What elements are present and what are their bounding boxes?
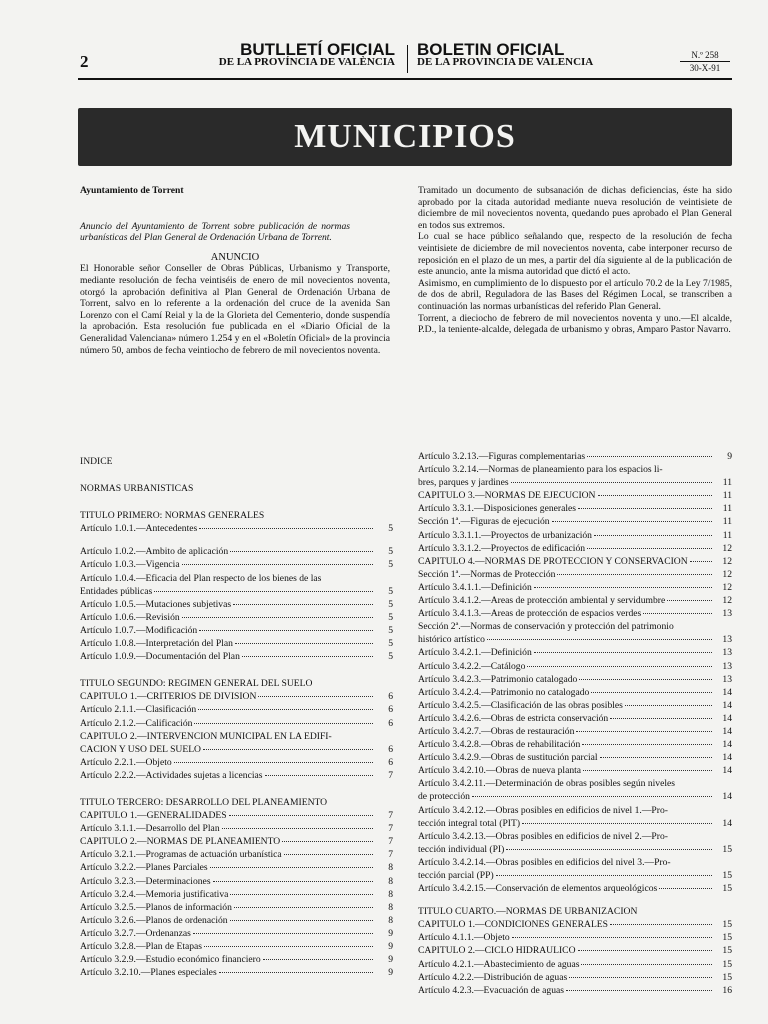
index-entry-label: Artículo 3.2.1.—Programas de actuación urbanística [80, 849, 282, 861]
index-entry-leader [265, 775, 374, 776]
index-entry-label: Artículo 3.4.2.4.—Patrimonio no catalogado [418, 686, 590, 698]
notice-summary: Anuncio del Ayuntamiento de Torrent sobre publicación de normas urbanísticas del Plan General de Ordenación Urbana de Torrent. [80, 220, 350, 244]
index-entry-page: 6 [388, 691, 393, 703]
index-entry-page: 9 [388, 941, 393, 952]
section-banner [78, 108, 732, 166]
index-entry-page: 8 [388, 901, 393, 913]
index-entry-label: Artículo 3.4.2.10.—Obras de nueva planta [418, 765, 582, 777]
index-entry [80, 848, 393, 861]
index-entry [418, 856, 732, 882]
index-entry-page: 11 [722, 477, 732, 489]
index-entry [418, 686, 732, 699]
index-entry [418, 777, 732, 803]
index-entry-page: 14 [722, 712, 732, 724]
index-entry-leader [258, 696, 373, 697]
index-entry [80, 940, 393, 953]
index-entry-label: Artículo 3.2.9.—Estudio económico financiero [80, 954, 261, 966]
index-entry-page: 5 [388, 598, 393, 610]
page-number: 2 [80, 52, 89, 71]
index-entry-page: 15 [722, 843, 732, 855]
index-entry-label: CAPITULO 2.—NORMAS DE PLANEAMIENTO [80, 836, 281, 848]
index-entry-label: Artículo 3.4.1.2.—Areas de protección ambiental y servidumbre [418, 595, 666, 607]
index-entry-leader [566, 990, 712, 991]
index-entry [418, 489, 732, 502]
index-entry [418, 738, 732, 751]
index-entry-page: 8 [388, 914, 393, 926]
index-entry [418, 581, 732, 594]
index-entry-page: 7 [388, 836, 393, 848]
index-entry-leader [552, 521, 712, 522]
index-entry [418, 751, 732, 764]
index-entry [418, 529, 732, 542]
index-entry-page: 7 [388, 849, 393, 861]
index-entry-label: Artículo 3.4.2.12.—Obras posibles en edificios de nivel 1.—Pro- [418, 804, 668, 816]
index-entry-leader [587, 456, 712, 457]
index-entry-page: 5 [388, 638, 393, 650]
index-entry-label: Artículo 1.0.4.—Eficacia del Plan respecto de los bienes de las [80, 572, 322, 584]
index-entry-leader [578, 508, 712, 509]
index-entry-page: 15 [722, 958, 732, 970]
notice-title: ANUNCIO [210, 251, 260, 263]
index-entry-label: Artículo 3.3.1.—Disposiciones generales [418, 503, 576, 515]
index-entry [80, 927, 393, 940]
index-entry-page: 15 [722, 932, 732, 944]
index-entry-label: Artículo 1.0.5.—Mutaciones subjetivas [80, 598, 232, 610]
index-entry [80, 966, 393, 979]
index-entry [80, 914, 393, 927]
index-entry [80, 756, 393, 769]
issue-box [680, 49, 730, 74]
index-entry [80, 888, 393, 901]
index-entry-page: 5 [388, 523, 393, 535]
index-entry [418, 502, 732, 515]
index-entry-label: Sección 2ª.—Normas de conservación y protección del patrimonio [418, 621, 674, 633]
index-entry-page: 6 [388, 717, 393, 729]
index-entry-leader [193, 933, 373, 934]
index-entry-label: CAPITULO 4.—NORMAS DE PROTECCION Y CONSERVACION [418, 555, 688, 567]
index-entry [80, 822, 393, 835]
header-rule [78, 78, 732, 80]
index-entry [80, 545, 393, 558]
index-entry [418, 555, 732, 568]
index-entry-label: Artículo 3.4.1.1.—Definición [418, 581, 532, 593]
index-entry [418, 764, 732, 777]
index-entry-label: Artículo 1.0.9.—Documentación del Plan [80, 651, 240, 663]
index-entry-page: 12 [722, 542, 732, 554]
notice-body: El Honorable señor Conseller de Obras Públicas, Urbanismo y Transporte, mediante resolución de fecha veintiséis de enero de mil novecientos noventa, otorgó la aprobación definitiva al Plan General de Ordenación Urbana de Torrent, salvo en lo referente a la ordenación del cruce de la avenida San Lorenzo con el Camí Reial y la de la Glorieta del Cementerio, donde suspendía la aprobación. Esta resolución fue publicada en el «Diario Oficial de la Generalidad Valenciana» número 1.254 y en el «Boletín Oficial» de la provincia número 50, ambos de fecha veintiocho de febrero de mil novecientos noventa. [80, 263, 390, 356]
index-entry-leader [204, 946, 373, 947]
index-entry-page: 8 [388, 888, 393, 900]
index-entry [418, 463, 732, 489]
index-entry-label: Artículo 3.4.2.7.—Obras de restauración [418, 725, 575, 737]
index-entry [418, 594, 732, 607]
index-entry [418, 607, 732, 620]
index-entry [418, 515, 732, 528]
index-entry-leader [578, 950, 713, 951]
index-entry-page: 12 [722, 568, 732, 580]
index-entry-page: 7 [388, 769, 393, 781]
entity-name: Ayuntamiento de Torrent [80, 185, 184, 196]
index-entry-page: 11 [722, 516, 732, 528]
index-entry-page: 12 [722, 595, 732, 607]
index-entry-label: Artículo 3.4.2.1.—Definición [418, 647, 532, 659]
index-entry-page: 9 [388, 967, 393, 979]
index-entry-page: 11 [722, 490, 732, 502]
index-entry-leader [242, 656, 373, 657]
index-entry-leader [594, 535, 712, 536]
index-entry [80, 690, 393, 703]
notice-paragraph-3: Asimismo, en cumplimiento de lo dispuesto por el artículo 70.2 de la Ley 7/1985, de dos de abril, Reguladora de las Bases del Régimen Local, se transcriben a continuación las normas urbanísticas del referido Plan General. [418, 277, 732, 312]
masthead-valencian [195, 40, 395, 69]
index-entry-page: 5 [388, 624, 393, 636]
index-entry-label: Artículo 3.4.2.8.—Obras de rehabilitación [418, 739, 581, 751]
index-entry-label: Artículo 4.2.2.—Distribución de aguas [418, 971, 568, 983]
index-entry-leader [534, 652, 712, 653]
index-entry-label: Artículo 3.2.2.—Planes Parciales [80, 862, 208, 874]
index-entry-page: 6 [388, 743, 393, 755]
index-entry-label: tección parcial (PP) [418, 870, 494, 881]
index-entry-label: Artículo 3.4.2.14.—Obras posibles en edificios del nivel 3.—Pro- [418, 856, 671, 868]
index-entry-leader [610, 924, 712, 925]
index-entry-label: tección individual (PI) [418, 843, 505, 855]
index-entry-page: 5 [388, 546, 393, 558]
index-entry [80, 650, 393, 663]
index-entry-label: CAPITULO 1.—GENERALIDADES [80, 810, 227, 822]
index-entry-label: CAPITULO 2.—INTERVENCION MUNICIPAL EN LA EDIFI- [80, 730, 332, 742]
index-entry-leader [235, 643, 373, 644]
index-entry-page: 5 [388, 651, 393, 663]
index-entry [418, 984, 732, 997]
index-entry-leader [182, 617, 373, 618]
index-entry-label: Entidades públicas [80, 585, 153, 597]
index-entry-leader [587, 548, 712, 549]
index-entry [80, 558, 393, 571]
notice-paragraph-4: Torrent, a dieciocho de febrero de mil novecientos noventa y uno.—El alcalde, P.D., la teniente-alcalde, delegada de urbanismo y obras, Amparo Pastor Navarro. [418, 312, 732, 336]
index-entry-page: 13 [722, 673, 732, 685]
index-entry-page: 13 [722, 634, 732, 646]
index-entry [80, 861, 393, 874]
masthead-left-subtitle: DE LA PROVÍNCIA DE VALÈNCIA [218, 56, 395, 68]
index-entry [418, 620, 732, 646]
index-entry-leader [581, 964, 712, 965]
index-entry-page: 13 [722, 647, 732, 659]
index-entry-leader [579, 679, 712, 680]
index-entry-label: Artículo 4.2.3.—Evacuación de aguas [418, 984, 564, 996]
issue-date: 30-X-91 [689, 63, 721, 73]
index-entry [418, 699, 732, 712]
index-entry-page: 13 [722, 608, 732, 620]
index-entry [418, 958, 732, 971]
index-entry [418, 450, 732, 463]
index-entry-page: 11 [722, 529, 732, 541]
index-entry-label: Artículo 3.4.2.3.—Patrimonio catalogado [418, 673, 578, 685]
index-entry-page: 7 [388, 823, 393, 835]
index-entry-page: 15 [722, 945, 732, 957]
index-entry-label: CAPITULO 1.—CONDICIONES GENERALES [418, 919, 609, 931]
index-entry-leader [229, 815, 373, 816]
masthead-spanish [417, 40, 637, 69]
index-entry [80, 522, 393, 535]
index-entry-page: 12 [722, 581, 732, 593]
masthead-right-subtitle: DE LA PROVINCIA DE VALENCIA [417, 56, 594, 68]
index-entry-label: Artículo 3.3.1.1.—Proyectos de urbanización [418, 529, 592, 541]
index-entry-leader [610, 718, 712, 719]
index-entry-leader [690, 561, 712, 562]
index-entry-page: 14 [722, 752, 732, 764]
index-entry-label: Artículo 3.2.6.—Planos de ordenación [80, 914, 228, 926]
index-entry-leader [198, 709, 373, 710]
index-entry [418, 944, 732, 957]
index-entry-label: Artículo 3.4.2.2.—Catálogo [418, 660, 526, 672]
index-entry [80, 901, 393, 914]
index-entry-leader [213, 881, 373, 882]
index-entry [80, 637, 393, 650]
index-entry-label: Artículo 3.4.2.5.—Clasificación de las obras posibles [418, 699, 623, 711]
index-entry-label: Artículo 2.1.1.—Clasificación [80, 704, 197, 716]
index-heading: INDICE [80, 456, 113, 467]
index-entry-label: Artículo 3.2.13.—Figuras complementarias [418, 451, 586, 462]
index-entry-leader [667, 600, 712, 601]
index-entry-label: Artículo 3.4.2.9.—Obras de sustitución parcial [418, 752, 598, 764]
index-entry-leader [598, 495, 713, 496]
index-entry-leader [230, 551, 373, 552]
index-entry-page: 11 [722, 503, 732, 515]
index-entry-page: 14 [722, 725, 732, 737]
index-entry-leader [230, 894, 373, 895]
index-entry-leader [234, 907, 373, 908]
index-entry-page: 8 [388, 862, 393, 874]
index-entry-page: 5 [388, 585, 393, 597]
index-entry-leader [263, 959, 373, 960]
index-entry-leader [583, 770, 712, 771]
index-entry-leader [643, 613, 712, 614]
index-entry-label: de protección [418, 791, 470, 803]
index-entry [418, 882, 732, 895]
index-entry-page: 5 [388, 559, 393, 571]
index-entry-label: Artículo 3.2.14.—Normas de planeamiento para los espacios li- [418, 464, 663, 476]
masthead [195, 40, 730, 75]
index-entry-page: 6 [388, 704, 393, 716]
index-entry-page: 14 [722, 739, 732, 751]
index-entry [80, 717, 393, 730]
notice-left-column [80, 185, 390, 356]
index-entry [80, 730, 393, 756]
index-entry-label: tección integral total (PIT) [418, 817, 521, 829]
index-entry-leader [576, 731, 712, 732]
index-entry [418, 712, 732, 725]
index-entry-label: Artículo 3.4.2.13.—Obras posibles en edificios de nivel 2.—Pro- [418, 830, 668, 842]
index-entry-label: bres, parques y jardines [418, 477, 509, 489]
index-entry [418, 804, 732, 830]
index-entry-label: Artículo 3.4.2.15.—Conservación de elementos arqueológicos [418, 883, 658, 895]
index-normas-heading: NORMAS URBANISTICAS [80, 483, 194, 495]
index-entry-label: Artículo 3.2.10.—Planes especiales [80, 967, 217, 979]
index-entry-leader [210, 867, 373, 868]
index-entry-label: Artículo 1.0.7.—Modificación [80, 624, 198, 636]
notice-right-column [418, 185, 732, 336]
index-title-2: TITULO SEGUNDO: REGIMEN GENERAL DEL SUELO [80, 678, 313, 690]
notice-paragraph-1: Tramitado un documento de subsanación de dichas deficiencias, éste ha sido aprobado por la citada autoridad mediante nueva resolución de veintisiete de diciembre de mil novecientos noventa, quedando pues aprobado el Plan General en todos sus extremos. [418, 185, 732, 231]
index-entry-leader [222, 828, 373, 829]
index-entry-leader [282, 841, 373, 842]
index-entry [418, 918, 732, 931]
index-entry-leader [199, 630, 373, 631]
index-entry-page: 14 [722, 765, 732, 777]
index-entry [418, 660, 732, 673]
index-entry-label: CAPITULO 1.—CRITERIOS DE DIVISION [80, 691, 257, 703]
index-entry-leader [569, 977, 712, 978]
index-entry-label: Artículo 2.2.2.—Actividades sujetas a licencias [80, 769, 263, 781]
index-entry-leader [512, 937, 712, 938]
index-entry-label: CACION Y USO DEL SUELO [80, 743, 201, 755]
masthead-left-title: BUTLLETÍ OFICIAL [240, 40, 395, 59]
index-entry-label: Artículo 1.0.8.—Interpretación del Plan [80, 638, 233, 650]
index-entry-page: 5 [388, 611, 393, 623]
index-entry-leader [219, 972, 373, 973]
index-entry-leader [174, 762, 373, 763]
index-entry [80, 703, 393, 716]
index-entry [80, 769, 393, 782]
index-entry-page: 15 [722, 883, 732, 895]
index-entry-label: Artículo 3.4.1.3.—Areas de protección de espacios verdes [418, 608, 642, 620]
index-entry-leader [194, 723, 373, 724]
index-entry [418, 568, 732, 581]
index-entry-page: 12 [722, 555, 732, 567]
index-entry-label: CAPITULO 3.—NORMAS DE EJECUCION [418, 490, 596, 502]
index-entry-label: Artículo 3.2.4.—Memoria justificativa [80, 888, 229, 900]
index-entry-label: Artículo 3.4.2.11.—Determinación de obras posibles según niveles [418, 778, 676, 790]
issue-number: N.º 258 [680, 49, 730, 62]
notice-paragraph-2: Lo cual se hace público señalando que, respecto de la resolución de fecha veintisiete de diciembre de mil novecientos noventa, cabe interponer recurso de reposición en el plazo de un mes, a partir del día siguiente al de la publicación de este anuncio, ante la misma autoridad que dictó el acto. [418, 231, 732, 278]
index-entry-page: 6 [388, 756, 393, 768]
index-entry-page: 9 [727, 451, 732, 462]
index-title-1: TITULO PRIMERO: NORMAS GENERALES [80, 510, 265, 522]
index-entry-label: CAPITULO 2.—CICLO HIDRAULICO [418, 945, 576, 957]
index-entry-label: Artículo 3.3.1.2.—Proyectos de edificación [418, 542, 586, 554]
index-entry-page: 15 [722, 971, 732, 983]
index-entry [80, 835, 393, 848]
index-entry-leader [527, 666, 712, 667]
index-entry [80, 624, 393, 637]
index-entry-page: 7 [388, 810, 393, 822]
index-entry [80, 611, 393, 624]
index-entry-leader [659, 888, 712, 889]
index-entry [418, 725, 732, 738]
index-entry [418, 542, 732, 555]
index-entry-leader [199, 528, 373, 529]
index-entry-label: Artículo 4.1.1.—Objeto [418, 932, 510, 944]
index-entry-label: histórico artístico [418, 634, 485, 646]
index-entry-label: Artículo 1.0.2.—Ambito de aplicación [80, 546, 229, 558]
index-entry-page: 14 [722, 817, 732, 829]
index-entry-label: Artículo 1.0.6.—Revisión [80, 611, 180, 623]
index-entry-leader [591, 692, 712, 693]
index-entry-label: Artículo 3.2.3.—Determinaciones [80, 875, 211, 887]
index-entry-label: Sección 1ª.—Figuras de ejecución [418, 516, 550, 528]
index-title-4: TITULO CUARTO.—NORMAS DE URBANIZACION [418, 906, 638, 918]
index-entry-leader [233, 604, 373, 605]
index-entry-leader [625, 705, 712, 706]
index-entry-label: Artículo 2.2.1.—Objeto [80, 756, 172, 768]
index-entry-page: 14 [722, 791, 732, 803]
index-entry-leader [582, 744, 712, 745]
index-entry [418, 673, 732, 686]
index-entry-page: 9 [388, 954, 393, 966]
index-entry-page: 14 [722, 699, 732, 711]
index-entry [418, 971, 732, 984]
index-entry-label: Artículo 3.4.2.6.—Obras de estricta conservación [418, 712, 609, 724]
index-entry-page: 15 [722, 919, 732, 931]
masthead-divider [407, 45, 408, 73]
index-entry-page: 13 [722, 660, 732, 672]
index-entry-leader [557, 574, 712, 575]
index-entry-leader [600, 757, 712, 758]
index-entry-page: 16 [722, 984, 732, 996]
index-right-column [418, 450, 732, 997]
index-entry-label: Artículo 4.2.1.—Abastecimiento de aguas [418, 958, 580, 970]
index-entry-leader [534, 587, 712, 588]
index-entry-label: Artículo 3.2.8.—Plan de Etapas [80, 941, 203, 952]
index-entry [80, 572, 393, 598]
index-entry [418, 830, 732, 856]
index-entry-label: Artículo 3.2.7.—Ordenanzas [80, 927, 191, 939]
section-title: MUNICIPIOS [294, 118, 516, 155]
index-entry-label: Artículo 1.0.3.—Vigencia [80, 559, 180, 571]
index-entry [80, 953, 393, 966]
index-entry-leader [230, 920, 373, 921]
index-entry-label: Artículo 2.1.2.—Calificación [80, 717, 193, 729]
index-entry [80, 809, 393, 822]
index-entry-page: 9 [388, 927, 393, 939]
masthead-right-title: BOLETIN OFICIAL [417, 40, 565, 59]
index-entry [418, 646, 732, 659]
index-entry [80, 875, 393, 888]
index-left-column [80, 455, 393, 979]
index-title-3: TITULO TERCERO: DESARROLLO DEL PLANEAMIENTO [80, 796, 328, 808]
index-entry [418, 931, 732, 944]
index-entry [80, 598, 393, 611]
index-entry-label: Artículo 1.0.1.—Antecedentes [80, 523, 198, 535]
index-entry-label: Sección 1ª.—Normas de Protección [418, 568, 556, 580]
index-entry-page: 15 [722, 870, 732, 881]
index-entry-label: Artículo 3.1.1.—Desarrollo del Plan [80, 823, 220, 835]
index-entry-leader [284, 854, 373, 855]
index-entry-leader [182, 564, 373, 565]
index-entry-page: 14 [722, 686, 732, 698]
index-entry-label: Artículo 3.2.5.—Planos de información [80, 901, 232, 913]
index-entry-page: 8 [388, 875, 393, 887]
